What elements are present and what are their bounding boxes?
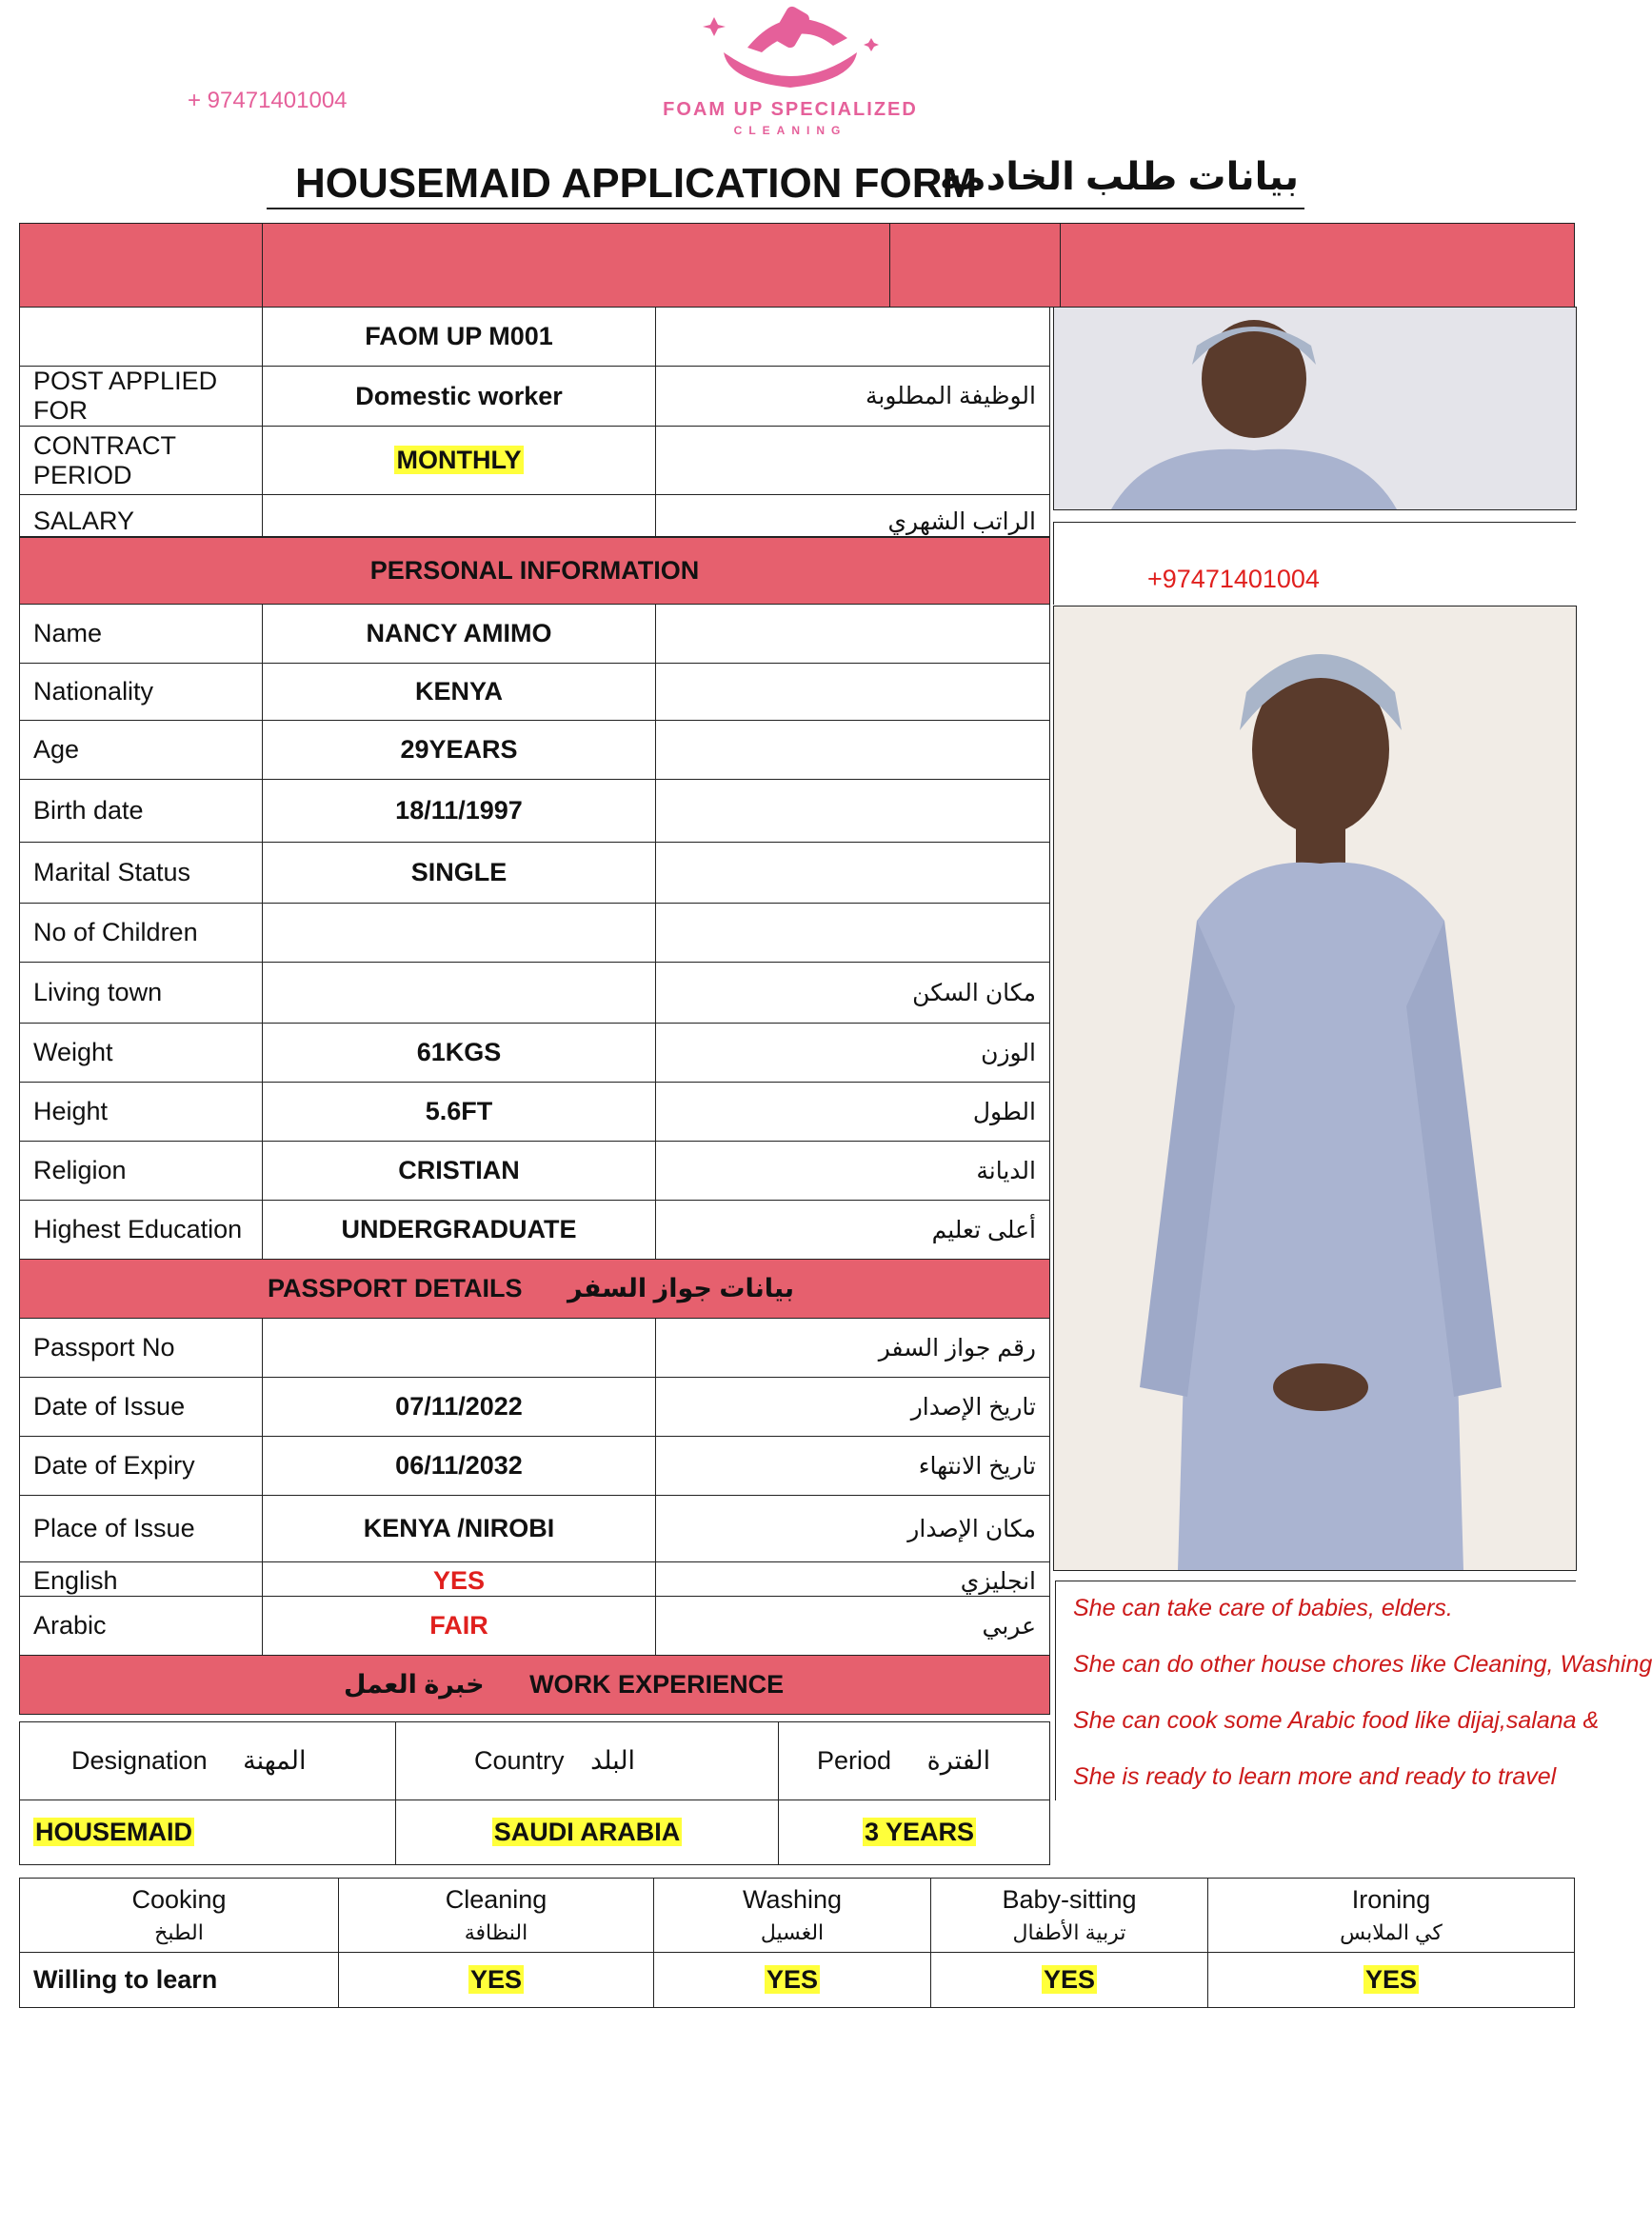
company-logo <box>657 0 924 143</box>
skills-table: Cooking الطبخ Cleaning النظافة Washing الغسيل Baby-sitting تربية الأطفال Ironing كي الملابس Willing to learn YES YES YES YES <box>19 1878 1575 2008</box>
period-header-arabic: الفترة <box>926 1746 991 1775</box>
person-full-photo-icon <box>1054 606 1576 1570</box>
table-row: Place of Issue KENYA /NIROBI مكان الإصدار <box>20 1496 1050 1562</box>
top-banner <box>19 223 1575 308</box>
portrait-photo-full <box>1053 606 1577 1571</box>
post-label: POST APPLIED FOR <box>20 367 263 427</box>
period-header: Period <box>817 1746 892 1775</box>
willing-label: Willing to learn <box>20 1953 339 2008</box>
table-row: Arabic FAIR عربي <box>20 1597 1050 1656</box>
job-table <box>19 307 1050 537</box>
designation-header: Designation <box>71 1746 208 1775</box>
logo-subtitle: CLEANING <box>733 124 847 137</box>
portrait-photo-small <box>1053 307 1577 510</box>
experience-table <box>19 1721 1050 1865</box>
country-header: Country <box>474 1746 565 1775</box>
experience-heading: خبرة العمل WORK EXPERIENCE <box>20 1656 1050 1715</box>
logo-name: FOAM UP SPECIALIZED <box>663 99 918 120</box>
side-phone: +97471401004 <box>1147 565 1320 593</box>
table-row: Nationality KENYA <box>20 664 1050 721</box>
period-value: 3 YEARS <box>865 1818 975 1846</box>
svg-text:FUS: FUS <box>771 52 809 73</box>
header-phone: + 97471401004 <box>188 88 348 113</box>
personal-heading: PERSONAL INFORMATION <box>20 538 1050 605</box>
form-title-arabic: بيانات طلب الخادمة <box>939 156 1299 198</box>
table-row: Name NANCY AMIMO <box>20 605 1050 664</box>
table-row: Birth date 18/11/1997 <box>20 780 1050 843</box>
reference-number: FAOM UP M001 <box>263 308 656 367</box>
table-row: Height 5.6FT الطول <box>20 1083 1050 1142</box>
table-row: Living town مكان السكن <box>20 963 1050 1024</box>
note-item: She can take care of babies, elders. <box>1073 1595 1453 1621</box>
personal-table <box>19 537 1050 1715</box>
side-contact <box>1053 522 1576 605</box>
salary-label: SALARY <box>20 495 263 537</box>
table-row: English YES انجليزي <box>20 1562 1050 1597</box>
logo-mark-icon <box>657 0 924 95</box>
table-row: Date of Issue 07/11/2022 تاريخ الإصدار <box>20 1378 1050 1437</box>
candidate-notes <box>1055 1581 1652 1800</box>
note-item: She is ready to learn more and ready to travel <box>1073 1763 1557 1790</box>
post-value: Domestic worker <box>263 367 656 427</box>
salary-arabic: الراتب الشهري <box>656 495 1050 537</box>
post-arabic: الوظيفة المطلوبة <box>656 367 1050 427</box>
title-underline <box>267 208 1304 209</box>
passport-heading: PASSPORT DETAILS بيانات جواز السفر <box>20 1260 1050 1319</box>
contract-value: MONTHLY <box>396 446 522 474</box>
table-row: No of Children <box>20 904 1050 963</box>
table-row: Weight 61KGS الوزن <box>20 1024 1050 1083</box>
country-value: SAUDI ARABIA <box>493 1818 681 1846</box>
designation-value: HOUSEMAID <box>35 1818 193 1846</box>
table-row: Age 29YEARS <box>20 721 1050 780</box>
table-row: Date of Expiry 06/11/2032 تاريخ الانتهاء <box>20 1437 1050 1496</box>
table-row: Marital Status SINGLE <box>20 843 1050 904</box>
table-row: Religion CRISTIAN الديانة <box>20 1142 1050 1201</box>
note-item: She can do other house chores like Cleaning, Washing <box>1073 1651 1652 1678</box>
note-item: She can cook some Arabic food like dijaj,salana & <box>1073 1707 1600 1734</box>
country-header-arabic: البلد <box>590 1746 636 1775</box>
table-row: Passport No رقم جواز السفر <box>20 1319 1050 1378</box>
form-title: HOUSEMAID APPLICATION FORM <box>295 160 978 207</box>
table-row: Highest Education UNDERGRADUATE أعلى تعليم <box>20 1201 1050 1260</box>
contract-label: CONTRACT PERIOD <box>20 427 263 495</box>
person-photo-icon <box>1054 308 1576 509</box>
designation-header-arabic: المهنة <box>243 1746 307 1775</box>
